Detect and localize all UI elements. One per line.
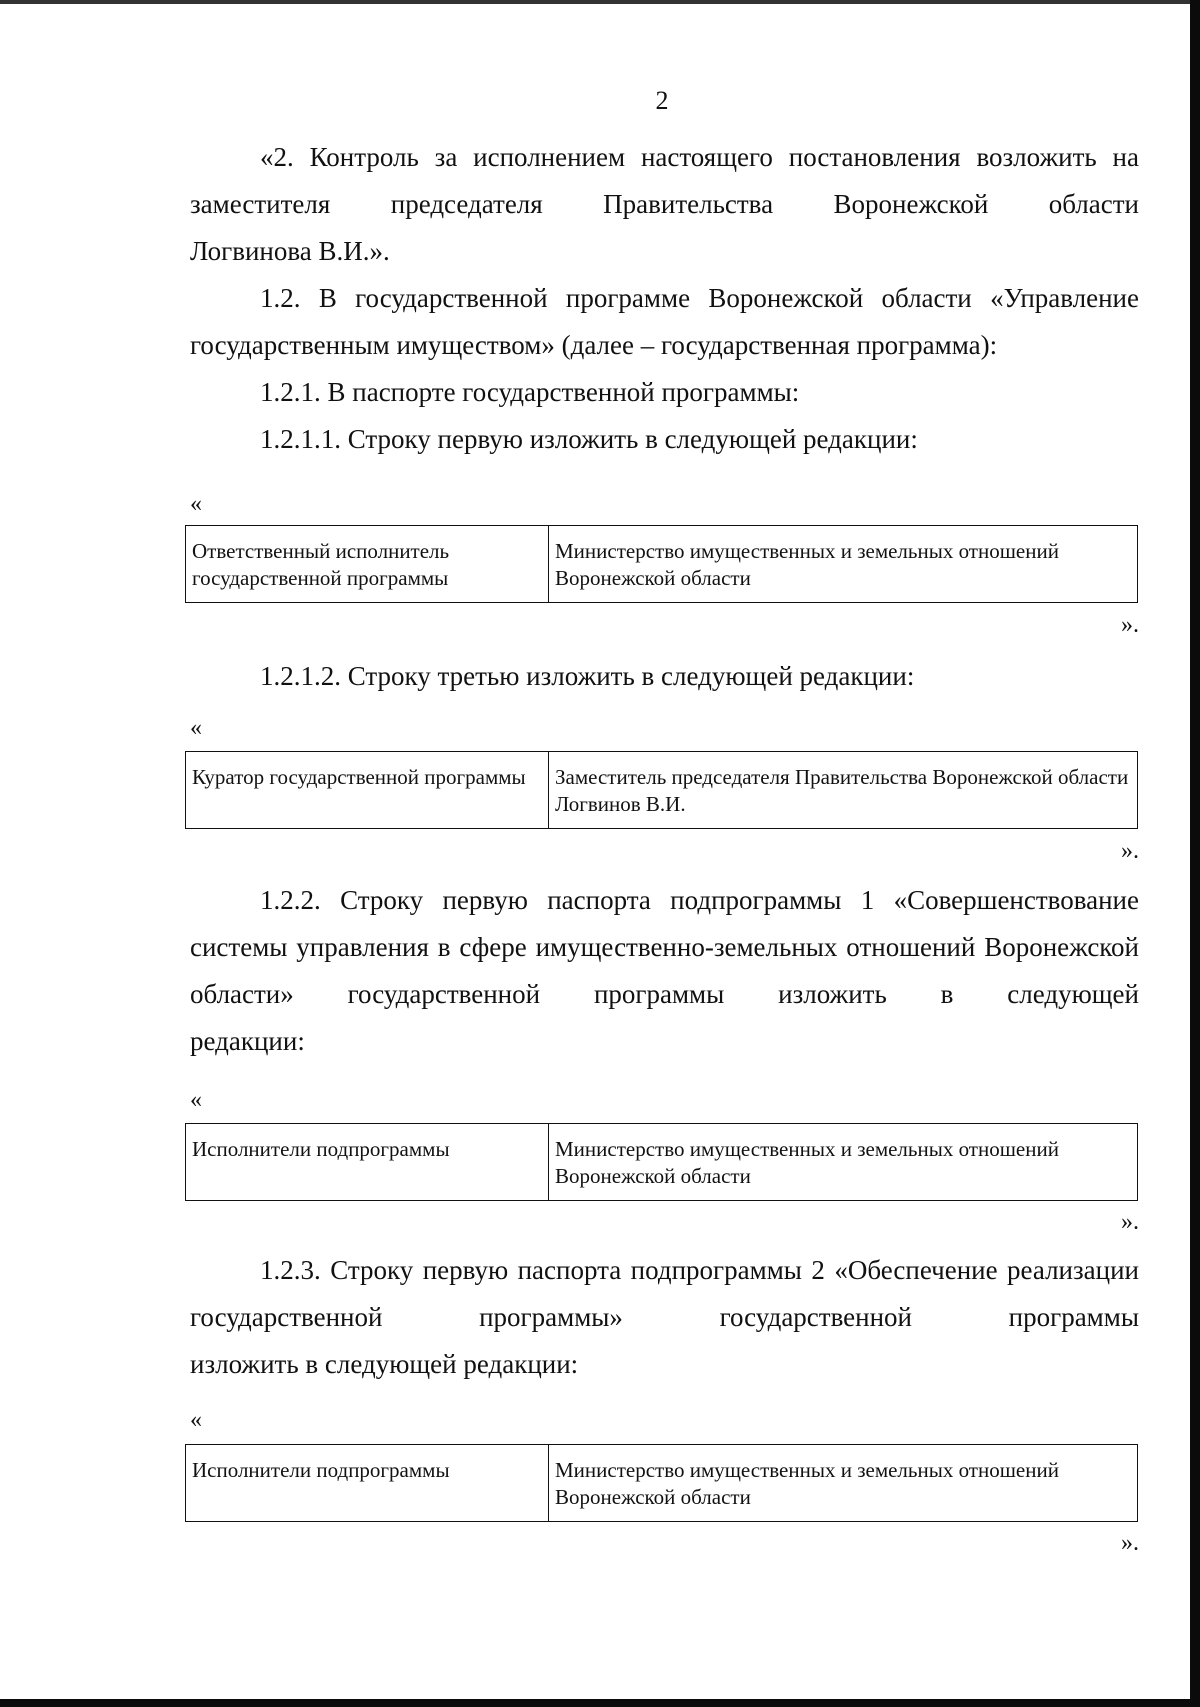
table-cell-label: Исполнители подпрограммы xyxy=(186,1445,549,1522)
paragraph-subprogram-2-tail: изложить в следующей редакции: xyxy=(190,1349,579,1379)
paragraph-program: 1.2. В государственной программе Воронежской области «Управление государственным имуществом» (далее – государственная программа): xyxy=(190,283,1139,360)
quote-close-4: ». xyxy=(1121,1530,1139,1556)
quote-open-3: « xyxy=(190,1087,202,1113)
paragraph-control: «2. Контроль за исполнением настоящего постановления возложить на заместителя председателя Правительства Воронежской области xyxy=(190,142,1139,219)
quote-open-2: « xyxy=(190,715,202,741)
table-row xyxy=(186,1445,1138,1522)
table-cell-value: Министерство имущественных и земельных отношений Воронежской области xyxy=(549,526,1138,603)
table-row xyxy=(186,752,1138,829)
quote-close-2: ». xyxy=(1121,838,1139,864)
paragraph-subprogram-1-tail: редакции: xyxy=(190,1026,305,1056)
table-cell-label: Ответственный исполнитель государственной программы xyxy=(186,526,549,603)
paragraph-control-tail: Логвинова В.И.». xyxy=(190,236,390,266)
passport-table-3 xyxy=(185,1123,1138,1201)
scan-edge-bottom xyxy=(0,1699,1200,1707)
quote-open-1: « xyxy=(190,491,202,517)
table-row xyxy=(186,1124,1138,1201)
scan-edge-top xyxy=(0,0,1200,4)
table-cell-value: Заместитель председателя Правительства Воронежской области Логвинов В.И. xyxy=(549,752,1138,829)
quote-close-3: ». xyxy=(1121,1209,1139,1235)
paragraph-passport: 1.2.1. В паспорте государственной программы: xyxy=(260,377,800,407)
passport-table-2 xyxy=(185,751,1138,829)
quote-close-1: ». xyxy=(1121,612,1139,638)
quote-open-4: « xyxy=(190,1407,202,1433)
table-cell-label: Исполнители подпрограммы xyxy=(186,1124,549,1201)
passport-table-4 xyxy=(185,1444,1138,1522)
passport-table-1 xyxy=(185,525,1138,603)
table-cell-label: Куратор государственной программы xyxy=(186,752,549,829)
table-cell-value: Министерство имущественных и земельных отношений Воронежской области xyxy=(549,1445,1138,1522)
scan-edge-right xyxy=(1190,0,1200,1707)
page-number: 2 xyxy=(655,86,669,115)
paragraph-third-row: 1.2.1.2. Строку третью изложить в следующей редакции: xyxy=(260,661,915,691)
table-cell-value: Министерство имущественных и земельных отношений Воронежской области xyxy=(549,1124,1138,1201)
paragraph-first-row: 1.2.1.1. Строку первую изложить в следующей редакции: xyxy=(260,424,918,454)
paragraph-subprogram-1: 1.2.2. Строку первую паспорта подпрограммы 1 «Совершенствование системы управления в сфере имущественно-земельных отношений Воронежской области» государственной программы изложить в следующей xyxy=(190,885,1139,1009)
paragraph-subprogram-2: 1.2.3. Строку первую паспорта подпрограммы 2 «Обеспечение реализации государственной программы» государственной программы xyxy=(190,1255,1139,1332)
table-row xyxy=(186,526,1138,603)
